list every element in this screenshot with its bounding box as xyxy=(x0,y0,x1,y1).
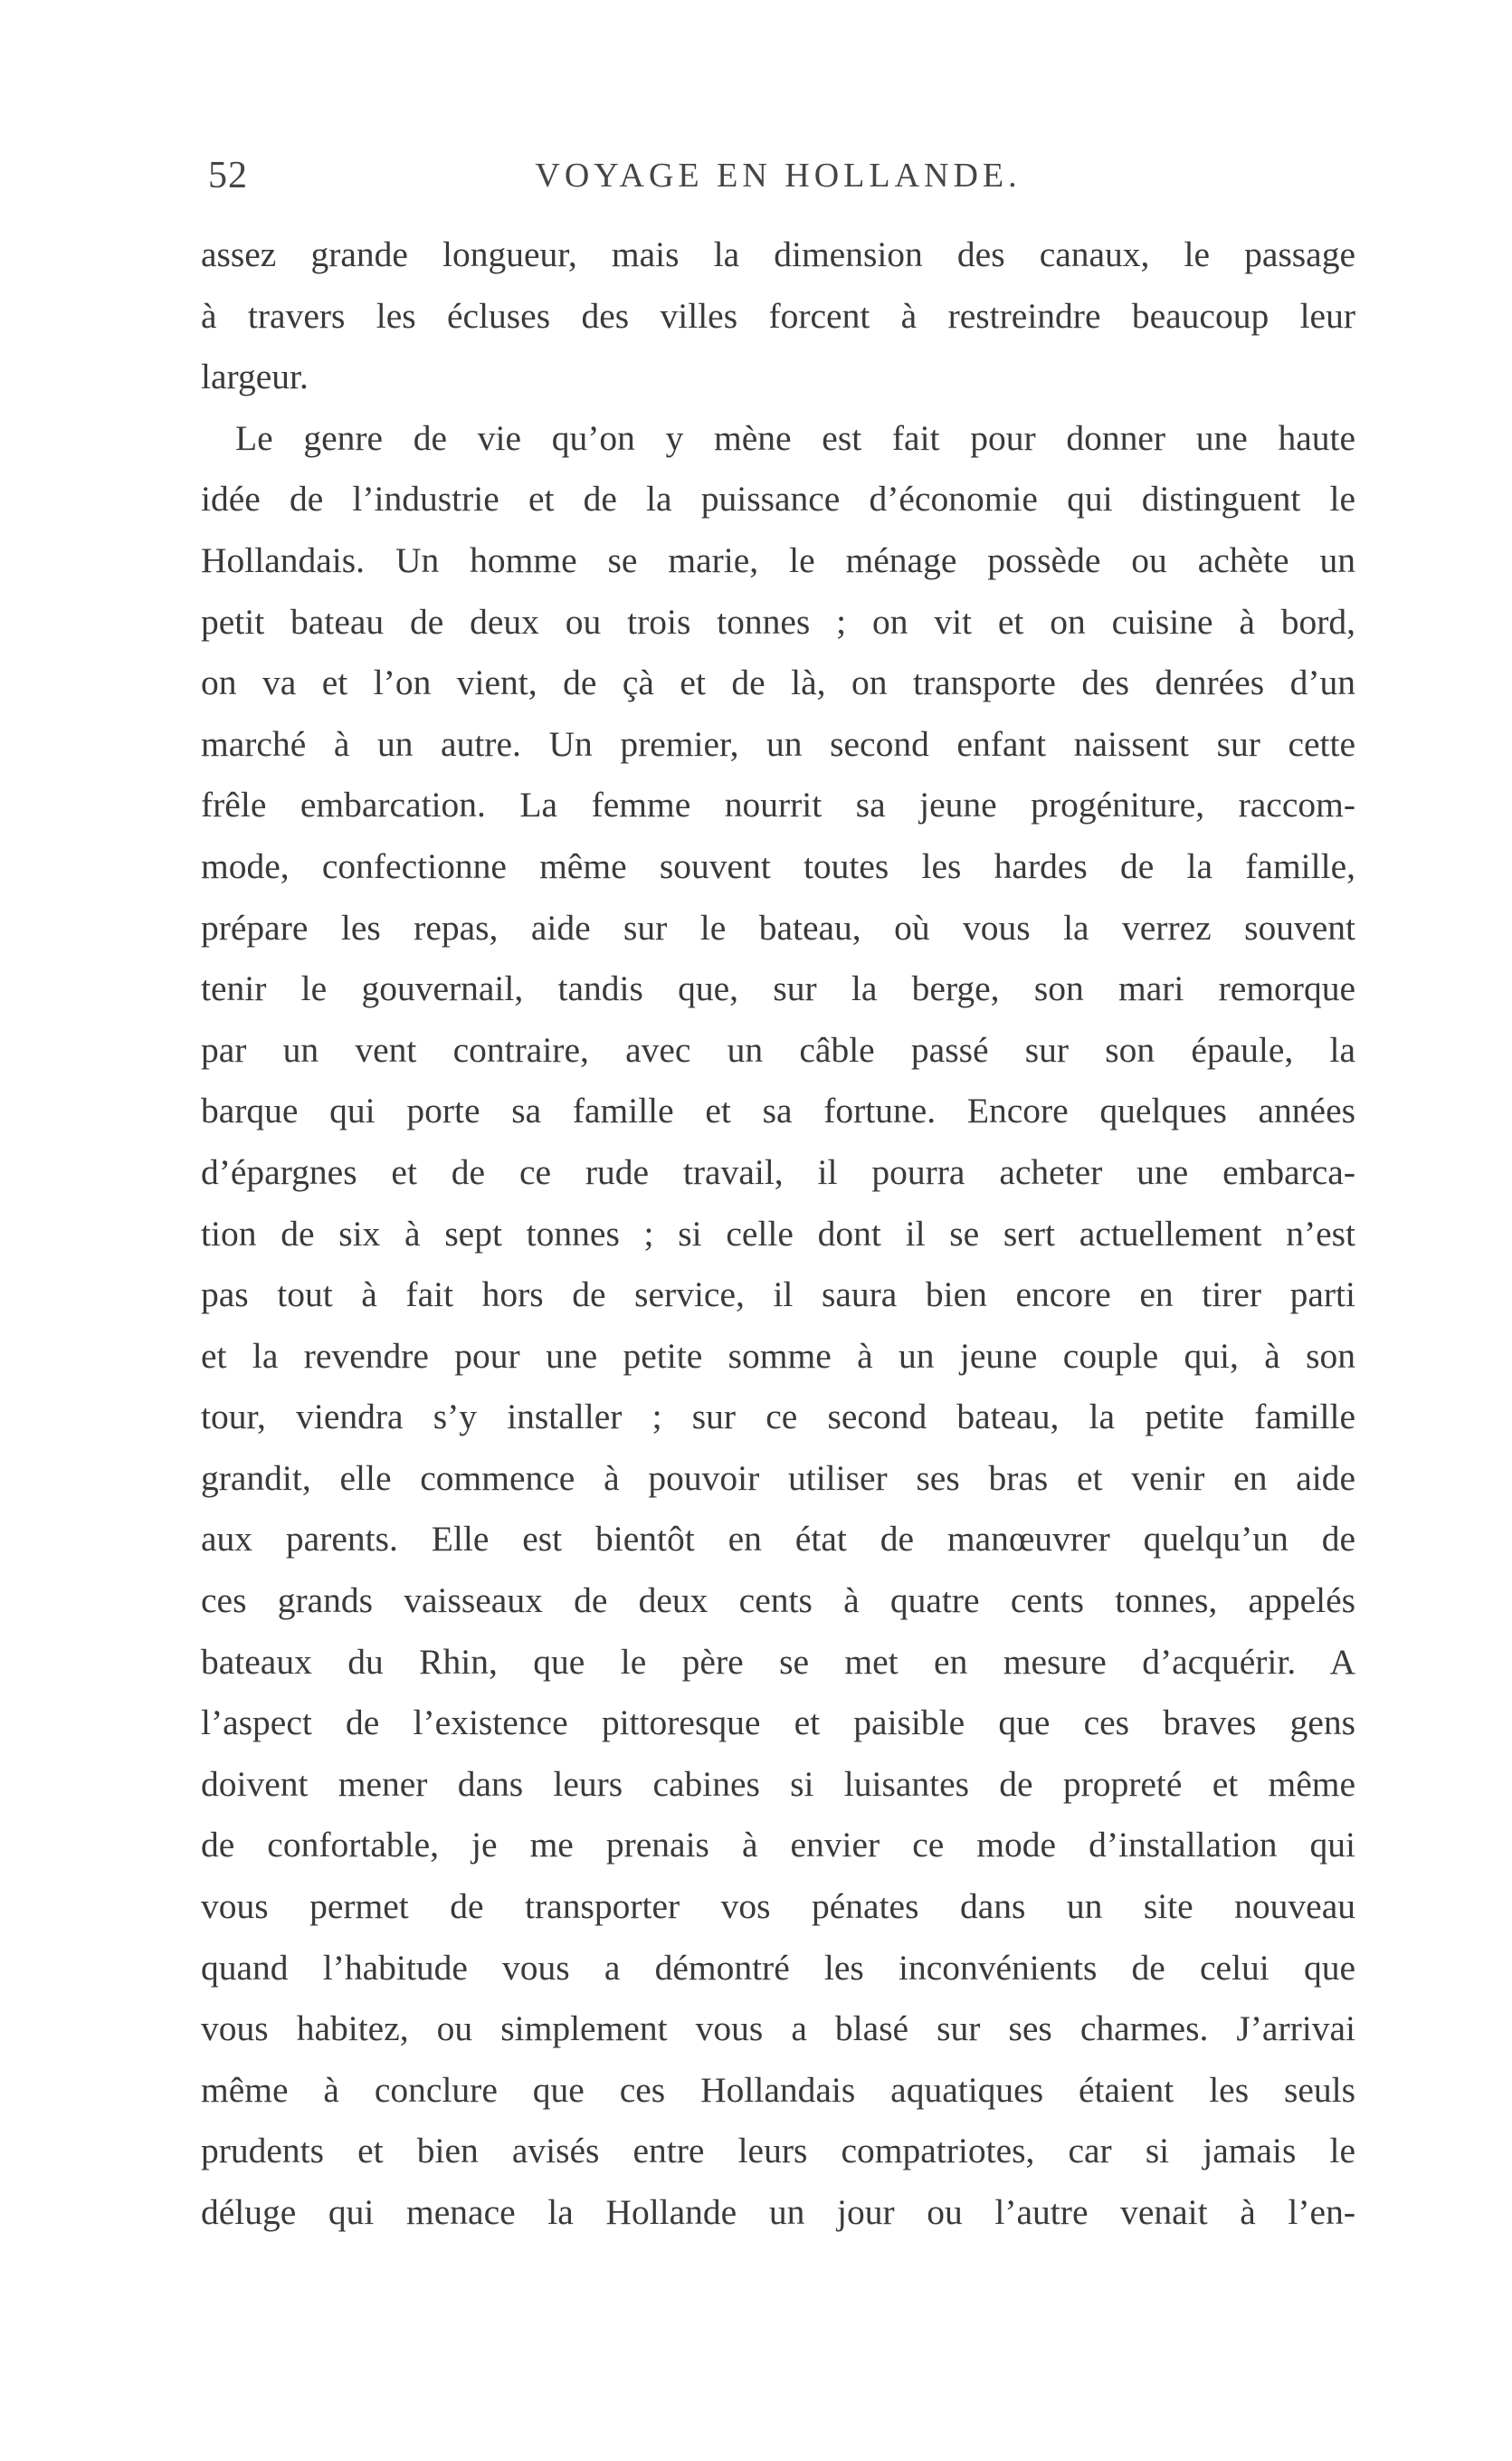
text-line: mode, confectionne même souvent toutes les hardes de la famille, xyxy=(201,845,1355,886)
text-line: vous habitez, ou simplement vous a blasé sur ses charmes. J’arrivai xyxy=(201,2008,1355,2049)
text-line: et la revendre pour une petite somme à un jeune couple qui, à son xyxy=(201,1335,1355,1376)
text-line: même à conclure que ces Hollandais aquatiques étaient les seuls xyxy=(201,2069,1355,2110)
text-line: aux parents. Elle est bientôt en état de manœuvrer quelqu’un de xyxy=(201,1519,1355,1560)
text-line: de confortable, je me prenais à envier ce mode d’installation qui xyxy=(201,1825,1355,1865)
text-line: assez grande longueur, mais la dimension des canaux, le passage xyxy=(201,234,1355,274)
text-line: barque qui porte sa famille et sa fortune. Encore quelques années xyxy=(201,1091,1355,1131)
text-line: bateaux du Rhin, que le père se met en mesure d’acquérir. A xyxy=(201,1641,1355,1682)
text-line: doivent mener dans leurs cabines si luisantes de propreté et même xyxy=(201,1763,1355,1804)
text-line: d’épargnes et de ce rude travail, il pourra acheter une embarca- xyxy=(201,1151,1355,1192)
running-title: VOYAGE EN HOLLANDE. xyxy=(535,157,1022,195)
text-line: tenir le gouvernail, tandis que, sur la berge, son mari remorque xyxy=(201,968,1355,1009)
text-line: quand l’habitude vous a démontré les inconvénients de celui que xyxy=(201,1947,1355,1988)
running-head xyxy=(201,154,1355,208)
text-line: prépare les repas, aide sur le bateau, où vous la verrez souvent xyxy=(201,907,1355,948)
text-line: prudents et bien avisés entre leurs compatriotes, car si jamais le xyxy=(201,2131,1355,2171)
text-line: marché à un autre. Un premier, un second enfant naissent sur cette xyxy=(201,723,1355,764)
text-line: pas tout à fait hors de service, il saura bien encore en tirer parti xyxy=(201,1274,1355,1315)
body-text xyxy=(201,224,1355,2244)
text-line: grandit, elle commence à pouvoir utiliser ses bras et venir en aide xyxy=(201,1457,1355,1498)
text-line: par un vent contraire, avec un câble passé sur son épaule, la xyxy=(201,1029,1355,1070)
text-line: Hollandais. Un homme se marie, le ménage possède ou achète un xyxy=(201,539,1355,580)
text-line: Le genre de vie qu’on y mène est fait pour donner une haute xyxy=(235,417,1355,458)
text-line: ces grands vaisseaux de deux cents à quatre cents tonnes, appelés xyxy=(201,1580,1355,1621)
text-line: on va et l’on vient, de çà et de là, on transporte des denrées d’un xyxy=(201,663,1355,703)
text-line: frêle embarcation. La femme nourrit sa jeune progéniture, raccom- xyxy=(201,785,1355,825)
text-line: tour, viendra s’y installer ; sur ce second bateau, la petite famille xyxy=(201,1397,1355,1437)
text-line: petit bateau de deux ou trois tonnes ; on vit et on cuisine à bord, xyxy=(201,601,1355,642)
page-number: 52 xyxy=(208,155,248,196)
book-page xyxy=(201,154,1355,2244)
text-line: l’aspect de l’existence pittoresque et paisible que ces braves gens xyxy=(201,1703,1355,1743)
text-line: déluge qui menace la Hollande un jour ou l’autre venait à l’en- xyxy=(201,2192,1355,2232)
text-line: tion de six à sept tonnes ; si celle dont il se sert actuellement n’est xyxy=(201,1213,1355,1254)
text-line: vous permet de transporter vos pénates dans un site nouveau xyxy=(201,1886,1355,1927)
text-line: à travers les écluses des villes forcent à restreindre beaucoup leur xyxy=(201,295,1355,336)
text-line: largeur. xyxy=(201,357,309,397)
text-line: idée de l’industrie et de la puissance d’économie qui distinguent le xyxy=(201,479,1355,520)
